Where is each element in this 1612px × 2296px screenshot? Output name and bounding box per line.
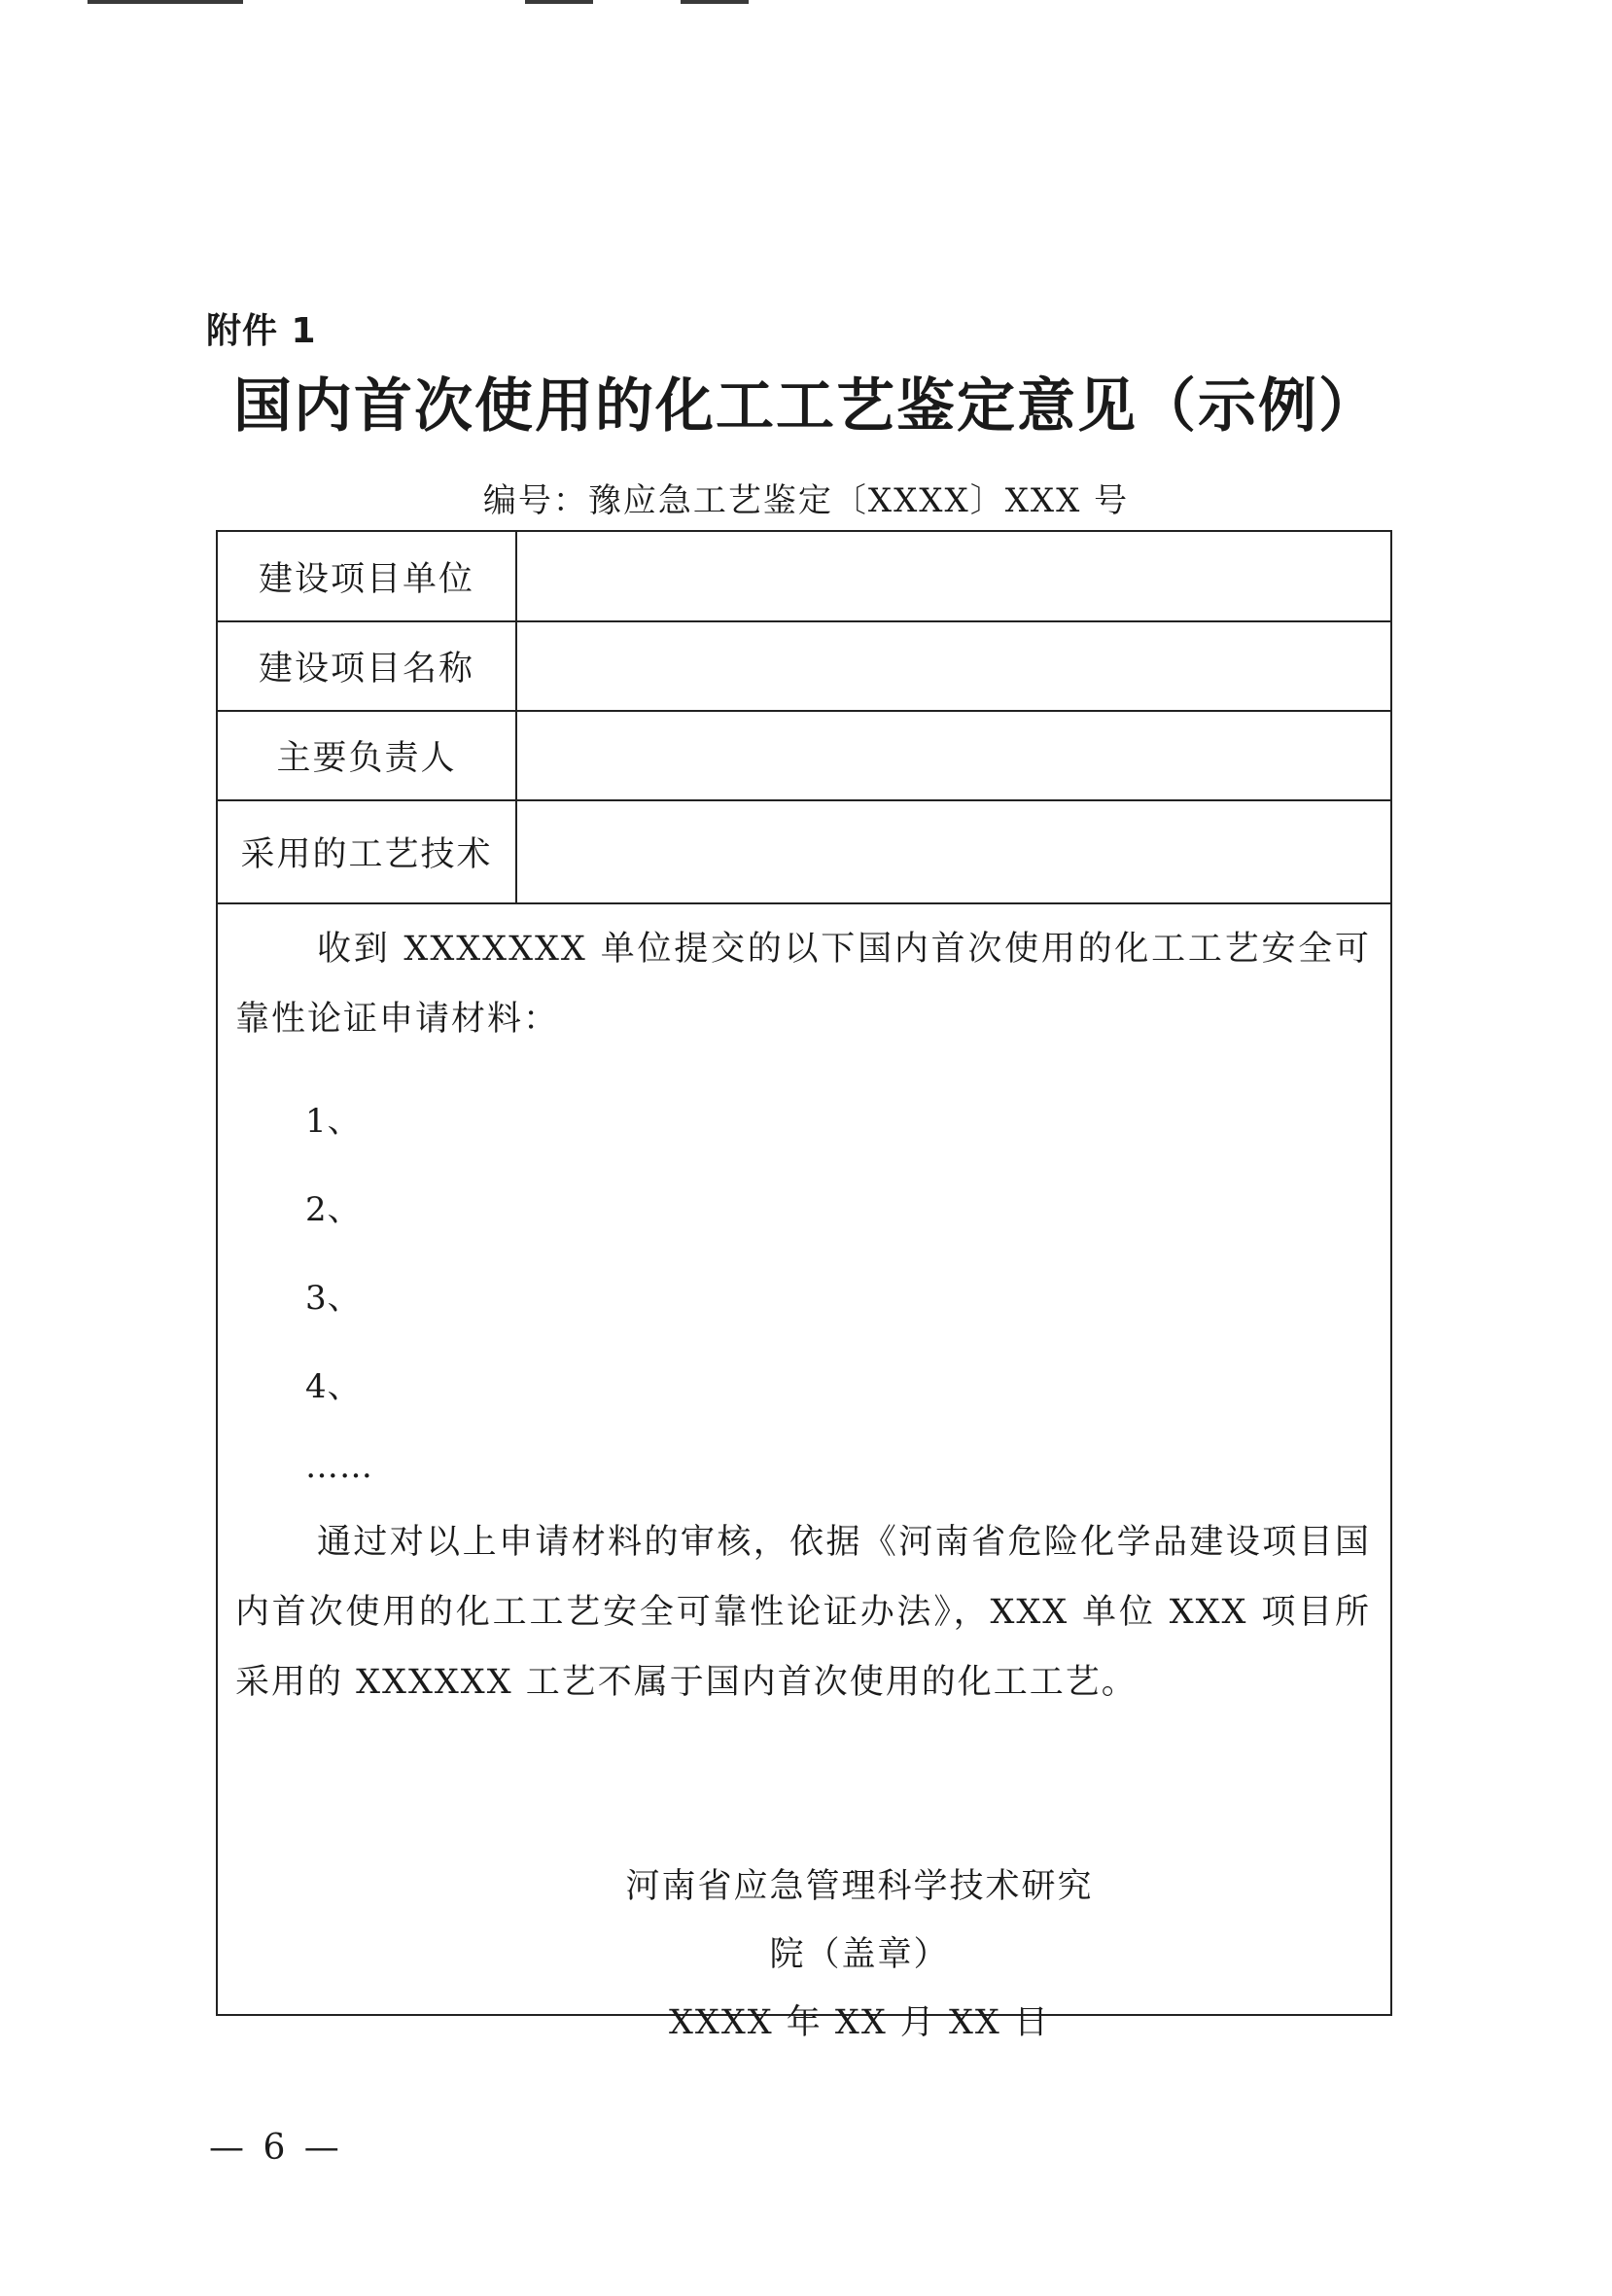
form-label-project-name: 建设项目名称 [218, 622, 517, 710]
appraisal-form [216, 530, 1392, 2042]
material-item-2: 2、 [305, 1190, 362, 1229]
form-label-principal: 主要负责人 [218, 712, 517, 799]
signature-org: 河南省应急管理科学技术研究院（盖章） [625, 1867, 1094, 1974]
document-number: 编号：豫应急工艺鉴定〔XXXX〕XXX 号 [482, 481, 1130, 520]
form-value-process-technology [517, 801, 1390, 902]
intro-paragraph: 收到 XXXXXXX 单位提交的以下国内首次使用的化工工艺安全可靠性论证申请材料： [235, 930, 1371, 1039]
page-number: — 6 — [209, 2128, 343, 2168]
form-row-project-name [218, 622, 1390, 712]
material-item-1: 1、 [305, 1102, 362, 1141]
opinion-body [218, 904, 1390, 2042]
form-row-project-unit [218, 532, 1390, 622]
conclusion-paragraph: 通过对以上申请材料的审核，依据《河南省危险化学品建设项目国内首次使用的化工工艺安全可靠性论证办法》，XXX 单位 XXX 项目所采用的 XXXXXX 工艺不属于国内首次使用的化工工艺。 [235, 1523, 1371, 1702]
form-value-project-name [517, 622, 1390, 710]
form-value-project-unit [517, 532, 1390, 620]
scan-edge-marks [0, 0, 1612, 12]
form-label-process-technology: 采用的工艺技术 [218, 801, 517, 902]
page-title: 国内首次使用的化工工艺鉴定意见（示例） [233, 372, 1379, 441]
form-row-process-technology [218, 801, 1390, 904]
attachment-label: 附件 1 [206, 311, 317, 351]
material-item-3: 3、 [305, 1279, 362, 1318]
form-value-principal [517, 712, 1390, 799]
form-label-project-unit: 建设项目单位 [218, 532, 517, 620]
form-row-principal [218, 712, 1390, 801]
signature-block [616, 1853, 1103, 2057]
material-item-4: 4、 [305, 1367, 362, 1406]
signature-date: XXXX 年 XX 月 XX 日 [669, 2003, 1050, 2042]
material-item-ellipsis: …… [305, 1447, 373, 1486]
